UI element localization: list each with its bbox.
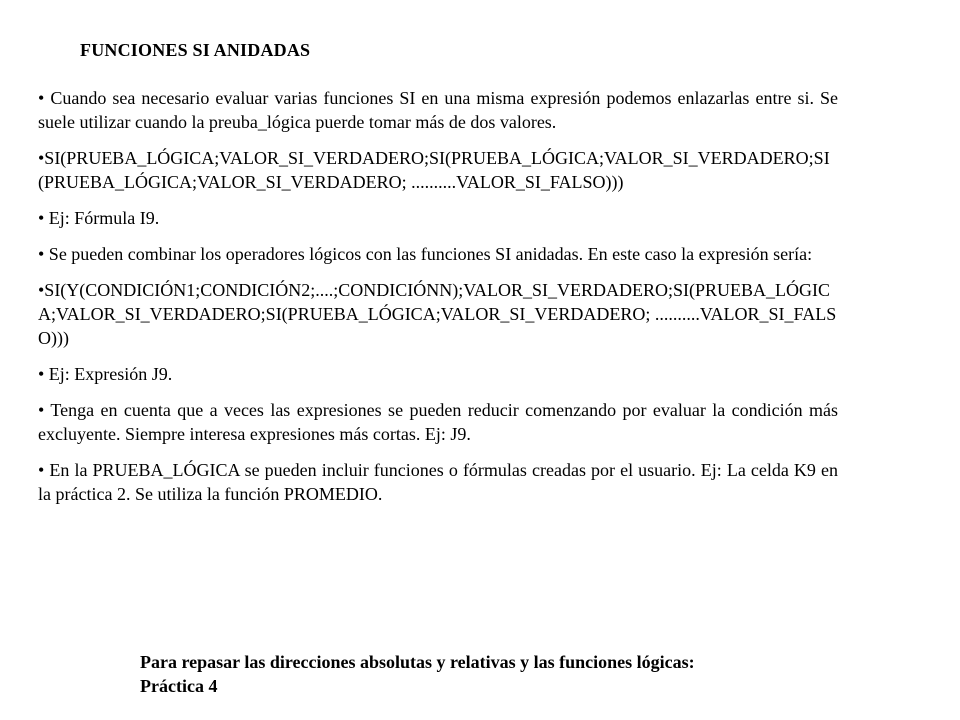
bullet-paragraph: • En la PRUEBA_LÓGICA se pueden incluir funciones o fórmulas creadas por el usuario. Ej: La celda K9 en la práctica 2. Se utiliza la función PROMEDIO.: [38, 460, 838, 504]
formula-syntax: •SI(Y(CONDICIÓN1;CONDICIÓN2;....;CONDICIÓNN);VALOR_SI_VERDADERO;SI(PRUEBA_LÓGICA;VALOR_SI_VERDADERO;SI(PRUEBA_LÓGICA;VALOR_SI_VERDADERO; ..........VALOR_SI_FALSO))): [38, 280, 837, 348]
bullet-example: • Ej: Expresión J9.: [38, 364, 173, 384]
formula-syntax: •SI(PRUEBA_LÓGICA;VALOR_SI_VERDADERO;SI(PRUEBA_LÓGICA;VALOR_SI_VERDADERO;SI(PRUEBA_LÓGICA;VALOR_SI_VERDADERO; ..........VALOR_SI_FALSO))): [38, 148, 830, 192]
footer-note: Para repasar las direcciones absolutas y relativas y las funciones lógicas: Práctica 4: [140, 652, 695, 696]
bullet-example: • Ej: Fórmula I9.: [38, 208, 160, 228]
slide-body: [38, 86, 838, 518]
bullet-paragraph: • Cuando sea necesario evaluar varias funciones SI en una misma expresión podemos enlazarlas entre si. Se suele utilizar cuando la preuba_lógica puerde tomar más de dos valores.: [38, 88, 838, 132]
bullet-paragraph: • Se pueden combinar los operadores lógicos con las funciones SI anidadas. En este caso la expresión sería:: [38, 244, 813, 264]
slide-title: FUNCIONES SI ANIDADAS: [80, 40, 311, 60]
bullet-paragraph: • Tenga en cuenta que a veces las expresiones se pueden reducir comenzando por evaluar la condición más excluyente. Siempre interesa expresiones más cortas. Ej: J9.: [38, 400, 838, 444]
